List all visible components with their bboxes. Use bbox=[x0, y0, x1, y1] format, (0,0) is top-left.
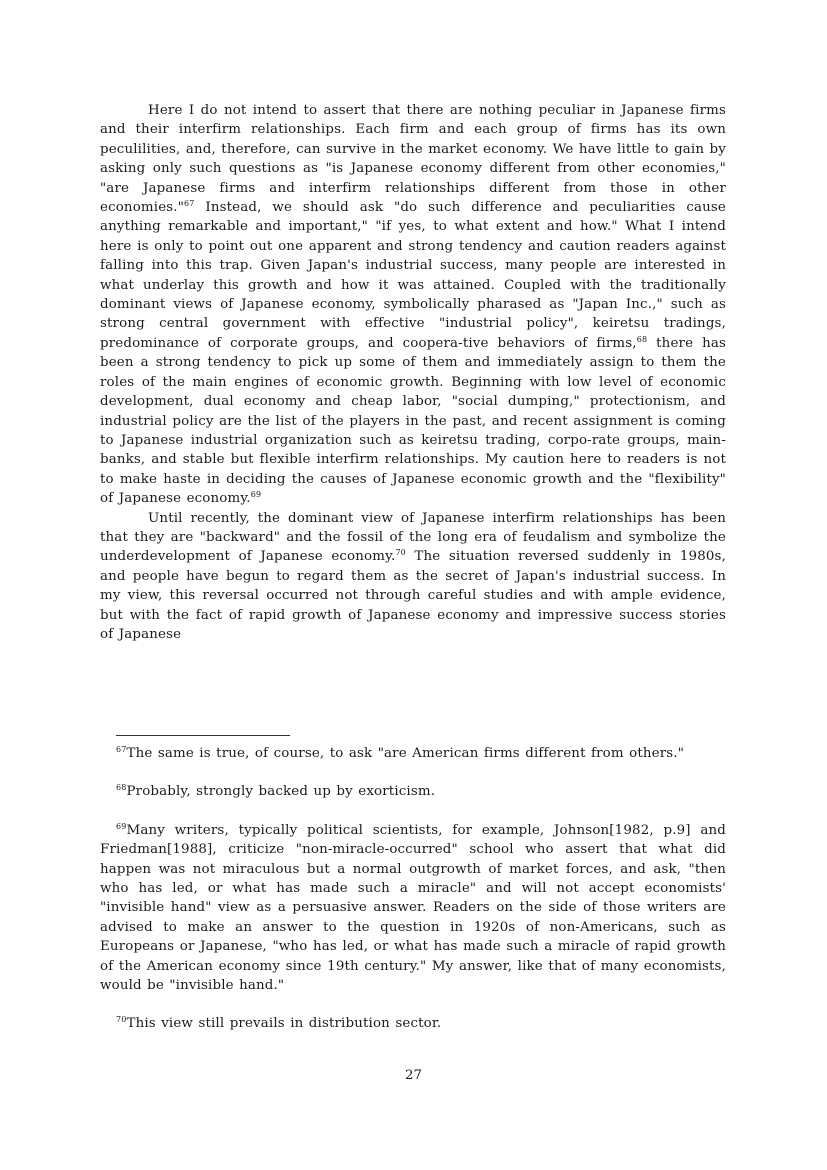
footnote-70 bbox=[100, 1014, 726, 1033]
footnote-67 bbox=[100, 744, 726, 763]
body-text bbox=[100, 101, 726, 644]
page-number: 27 bbox=[404, 1068, 423, 1083]
paragraph-2-text-b: The situation reversed suddenly in 1980s, and people have begun to regard them as the secret of Japan's industrial success. In my view, this reversal occurred not through careful studies and with ample evidence, but with the fact of rapid growth of Japanese economy and impressive success stories of Japanese bbox=[100, 549, 726, 642]
footnote-69 bbox=[100, 821, 726, 996]
footnote-text: This view still prevails in distribution sector. bbox=[126, 1016, 442, 1032]
footnote-ref-67[interactable]: 67 bbox=[184, 199, 195, 209]
paragraph-2 bbox=[100, 509, 726, 645]
footnote-mark: 67 bbox=[116, 745, 127, 754]
paragraph-2-text-a: Until recently, the dominant view of Japanese interfirm relationships has been that they are "backward" and the fossil of the long era of feudalism and symbolize the underdevelopment of Japanese economy. bbox=[100, 510, 726, 565]
footnote-ref-69[interactable]: 69 bbox=[250, 490, 262, 500]
footnote-68 bbox=[100, 782, 726, 801]
paragraph-1 bbox=[100, 101, 726, 509]
paragraph-1-text-c: there has been a strong tendency to pick up some of them and immediately assign to them the roles of the main engines of economic growth. Beginning with low level of economic development, dual economy and cheap labor, "social dumping," protectionism, and industrial policy are the list of the players in the past, and recent assignment is coming to Japanese industrial organization such as keiretsu trading, corpo-rate groups, main-banks, and stable but flexible interfirm relationships. My caution here to readers is not to make haste in deciding the causes of Japanese economic growth and the "flexibility" of Japanese economy. bbox=[100, 335, 727, 507]
footnote-mark: 69 bbox=[116, 821, 127, 831]
footnote-ref-68[interactable]: 68 bbox=[636, 334, 648, 344]
paragraph-1-text-b: Instead, we should ask "do such difference and peculiarities cause anything remarkable and important," "if yes, to what extent and how." What I intend here is only to point out one apparent and strong tendency and caution readers against falling into this trap. Given Japan's industrial success, many people are interested in what underlay this growth and how it was attained. Coupled with the traditionally dominant views of Japanese economy, symbolically pharased as "Japan Inc.," such as strong central government with effective "industrial policy", keiretsu tradings, predominance of corporate groups, and coopera-tive behaviors of firms, bbox=[100, 200, 726, 351]
footnote-text: The same is true, of course, to ask "are American firms different from others." bbox=[126, 746, 685, 761]
footnotes bbox=[100, 744, 726, 1053]
footnote-text: Many writers, typically political scientists, for example, Johnson[1982, p.9] and Friedman[1988], criticize "non-miracle-occurred" school who assert that what did happen was not miraculous but a normal outgrowth of market forces, and ask, "then who has led, or what has made such a miracle" and will not accept economists' "invisible hand" view as a persuasive answer. Readers on the side of those writers are advised to make an answer to the question in 1920s of non-Americans, such as Europeans or Japanese, "who has led, or what has made such a miracle of rapid growth of the American economy since 19th century." My answer, like that of many economists, would be "invisible hand." bbox=[100, 822, 726, 994]
footnote-ref-70[interactable]: 70 bbox=[395, 548, 406, 558]
footnote-separator bbox=[116, 735, 290, 736]
footnote-mark: 68 bbox=[116, 783, 127, 793]
footnote-mark: 70 bbox=[116, 1015, 127, 1025]
footnote-text: Probably, strongly backed up by exorticism. bbox=[126, 784, 436, 800]
paragraph-1-text-a: Here I do not intend to assert that there are nothing peculiar in Japanese firms and their interfirm relationships. Each firm and each group of firms has its own peculilities, and, therefore, can survive in the market economy. We have little to gain by asking only such questions as "is Japanese economy different from other economies," "are Japanese firms and interfirm relationships different from those in other economies." bbox=[100, 103, 726, 216]
